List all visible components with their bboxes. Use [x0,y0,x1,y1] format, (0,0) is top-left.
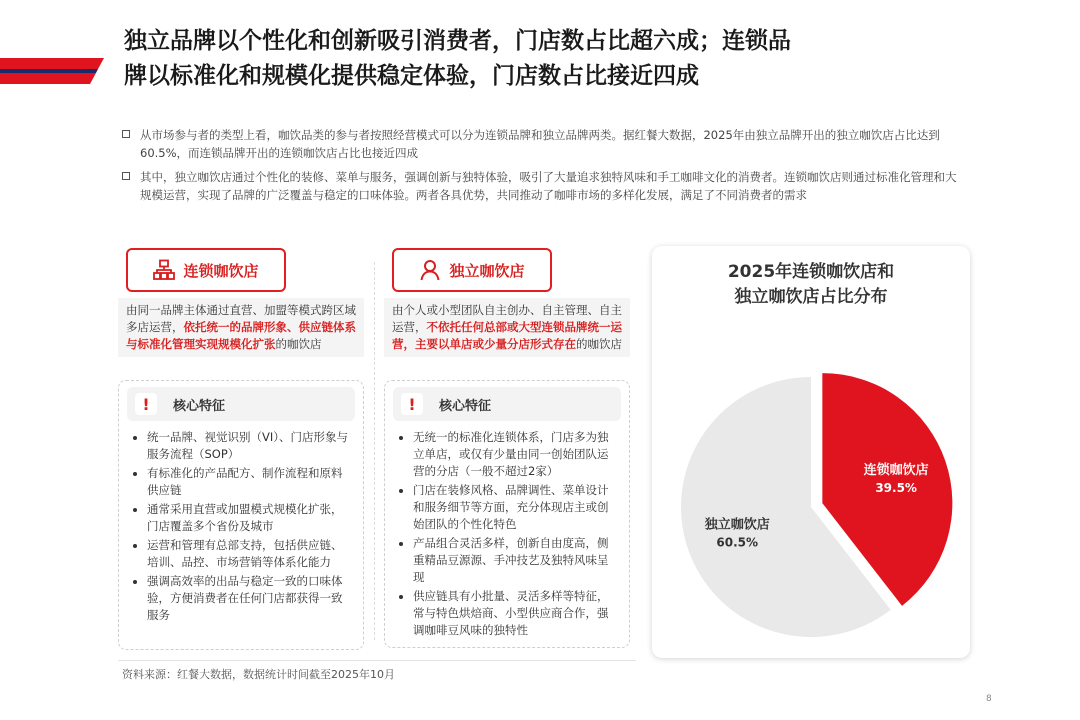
indep-header [392,248,552,292]
square-bullet-icon [122,172,130,180]
list-item: • 产品组合灵活多样，创新自由度高，侧重精品豆源源、手冲技艺及独特风味呈现 [413,535,619,586]
exclamation-icon: ! [401,393,423,415]
intro-bullets [122,126,962,210]
chain-features-card [118,380,364,650]
chain-desc-highlight: 依托统一的品牌形象、供应链体系与标准化管理实现规模化扩张 [126,320,356,351]
pie-slice-label: 独立咖饮店 [704,517,770,533]
list-item: • 有标准化的产品配方、制作流程和原料供应链 [147,465,353,499]
indep-desc-highlight: 不依托任何总部或大型连锁品牌统一运营，主要以单店或少量分店形式存在 [392,320,622,351]
intro-bullet-text: 从市场参与者的类型上看，咖饮品类的参与者按照经营模式可以分为连锁品牌和独立品牌两类。据红餐大数据，2025年由独立品牌开出的独立咖饮店占比达到60.5%，而连锁品牌开出的连锁咖饮店占比也接近四成 [140,128,940,160]
chart-title-line1: 2025年连锁咖饮店和 [727,262,895,282]
pie-slice-value: 39.5% [875,480,917,495]
source-divider [118,660,636,661]
chain-description [118,298,364,357]
list-item: • 供应链具有小批量、灵活多样等特征，常与特色烘焙商、小型供应商合作，强调咖啡豆风味的独特性 [413,588,619,639]
chain-desc-text-end: 的咖饮店 [275,337,322,351]
intro-bullet-text: 其中，独立咖饮店通过个性化的装修、菜单与服务，强调创新与独特体验，吸引了大量追求独特风味和手工咖啡文化的消费者。连锁咖饮店则通过标准化管理和大规模运营，实现了品牌的广泛覆盖与稳定的口味体验。两者各具优势，共同推动了咖啡市场的多样化发展，满足了不同消费者的需求 [140,170,957,202]
chain-header [126,248,286,292]
chain-features-list [119,429,363,624]
square-bullet-icon [122,130,130,138]
indep-features-title [393,387,621,421]
indep-features-card [384,380,630,648]
exclamation-icon: ! [135,393,157,415]
pie-slice-value: 60.5% [716,535,759,550]
store-network-icon [153,259,175,281]
chain-desc-text: 由同一品牌主体通过直营、加盟等模式跨区域多店运营， [126,303,356,334]
pie-chart [652,246,970,658]
indep-features-list [385,429,629,639]
list-item: • 门店在装修风格、品牌调性、菜单设计和服务细节等方面，充分体现店主或创始团队的个性化特色 [413,482,619,533]
list-item: • 统一品牌、视觉识别（VI）、门店形象与服务流程（SOP） [147,429,353,463]
page-title-line2: 牌以标准化和规模化提供稳定体验，门店数占比接近四成 [124,63,699,89]
person-icon [419,259,441,281]
indep-features-title-text: 核心特征 [439,398,492,414]
header-stripe [0,58,118,84]
column-divider [374,262,375,640]
chain-label: 连锁咖饮店 [183,261,259,280]
list-item: • 通常采用直营或加盟模式规模化扩张，门店覆盖多个省份及城市 [147,501,353,535]
intro-bullet [122,168,962,204]
page-title-line1: 独立品牌以个性化和创新吸引消费者，门店数占比超六成；连锁品 [124,28,791,54]
list-item: • 无统一的标准化连锁体系，门店多为独立单店，或仅有少量由同一创始团队运营的分店（一般不超过2家） [413,429,619,480]
page-title [124,24,1024,94]
chart-card [652,246,970,658]
indep-desc-text: 由个人或小型团队自主创办、自主管理、自主运营， [392,303,622,334]
chart-title-line2: 独立咖饮店占比分布 [734,287,888,307]
chain-features-title [127,387,355,421]
page-number: 8 [986,694,992,704]
pie-slice-label: 连锁咖饮店 [863,462,929,478]
list-item: • 运营和管理有总部支持，包括供应链、培训、品控、市场营销等体系化能力 [147,537,353,571]
intro-bullet [122,126,962,162]
chain-features-title-text: 核心特征 [173,398,226,414]
indep-description [384,298,630,357]
indep-label: 独立咖饮店 [449,261,525,280]
list-item: • 强调高效率的出品与稳定一致的口味体验，方便消费者在任何门店都获得一致服务 [147,573,353,624]
indep-desc-text-end: 的咖饮店 [576,337,622,351]
source-note: 资料来源：红餐大数据，数据统计时间截至2025年10月 [122,668,395,681]
